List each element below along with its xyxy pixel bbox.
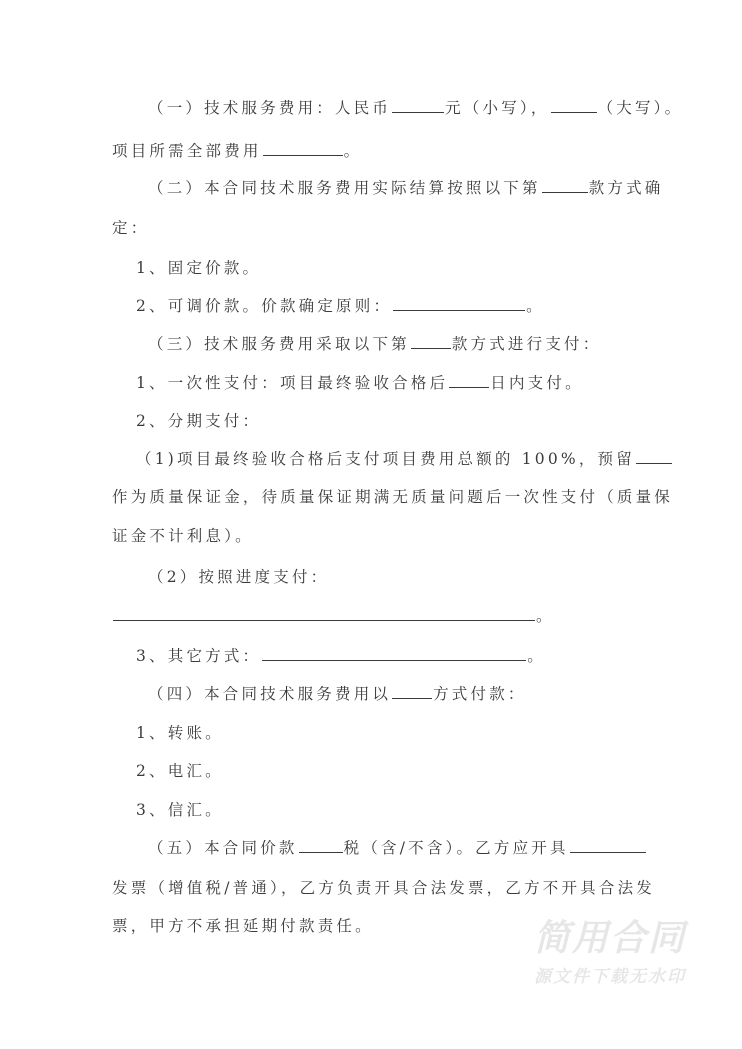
blank-progress-payment[interactable] — [113, 606, 535, 621]
text: 款方式确 — [588, 179, 664, 197]
text: 款方式进行支付： — [451, 335, 602, 353]
text: （一）技术服务费用：人民币 — [148, 99, 392, 117]
text: 1、一次性支付：项目最终验收合格后 — [136, 374, 449, 392]
installment-1 — [136, 449, 673, 469]
invoice-end: 票，甲方不承担延期付款责任。 — [112, 917, 374, 935]
option-adjustable-price — [136, 296, 545, 316]
installment-1-continued: 作为质量保证金，待质量保证期满无质量问题后一次性支付（质量保 — [112, 488, 674, 506]
text: 日内支付。 — [490, 374, 584, 392]
method-wire: 2、电汇。 — [136, 762, 224, 780]
option-other — [136, 646, 546, 666]
blank-tax-included[interactable] — [299, 838, 343, 853]
blank-invoice-type[interactable] — [570, 838, 646, 853]
text: 。 — [527, 647, 546, 665]
blank-amount-uppercase[interactable] — [551, 98, 597, 113]
invoice-continued: 发票（增值税/普通），乙方负责开具合法发票，乙方不开具合法发 — [112, 879, 655, 897]
blank-days[interactable] — [449, 373, 489, 388]
text: 。 — [526, 297, 545, 315]
text: （大写）。 — [597, 99, 684, 117]
blank-amount-lowercase[interactable] — [392, 98, 444, 113]
text: 。 — [343, 142, 363, 160]
watermark — [510, 918, 710, 990]
installment-1-end: 证金不计利息）。 — [112, 527, 254, 545]
method-transfer: 1、转账。 — [136, 724, 224, 742]
blank-price-principle[interactable] — [393, 296, 525, 311]
watermark-subtitle: 源文件下载无水印 — [534, 967, 686, 987]
text: （1)项目最终验收合格后支付项目费用总额的 100%，预留 — [136, 450, 635, 468]
clause-2-settlement — [148, 178, 664, 198]
blank-payment-option[interactable] — [411, 334, 451, 349]
option-installments: 2、分期支付： — [136, 412, 262, 430]
text: 。 — [536, 607, 555, 625]
total-project-cost — [112, 141, 362, 161]
clause-5-tax-invoice — [148, 838, 647, 858]
blank-payment-method[interactable] — [392, 684, 432, 699]
clause-3-payment — [148, 334, 601, 354]
text: 项目所需全部费用 — [112, 142, 262, 160]
blank-settlement-option[interactable] — [542, 178, 588, 193]
text: 方式付款： — [433, 685, 527, 703]
method-mail-transfer: 3、信汇。 — [136, 801, 224, 819]
text: 元（小写）， — [445, 99, 550, 117]
text: （四）本合同技术服务费用以 — [148, 685, 392, 703]
text: （三）技术服务费用采取以下第 — [148, 335, 410, 353]
text: （二）本合同技术服务费用实际结算按照以下第 — [148, 179, 541, 197]
watermark-title: 简用合同 — [533, 918, 686, 959]
text: 3、其它方式： — [136, 647, 262, 665]
blank-retention[interactable] — [636, 449, 672, 464]
settlement-continued: 定： — [112, 219, 150, 237]
blank-other-method[interactable] — [262, 646, 526, 661]
option-fixed-price: 1、固定价款。 — [136, 259, 262, 277]
option-lump-sum — [136, 373, 584, 393]
text: 2、可调价款。价款确定原则： — [136, 297, 393, 315]
progress-payment-blank-line — [112, 606, 555, 626]
text: 税（含/不含）。乙方应开具 — [343, 839, 569, 857]
clause-1-fee-amount — [148, 98, 683, 118]
blank-total-cost[interactable] — [263, 141, 343, 156]
installment-2: （2）按照进度支付： — [148, 568, 330, 586]
clause-4-payment-method — [148, 684, 527, 704]
text: （五）本合同价款 — [148, 839, 298, 857]
